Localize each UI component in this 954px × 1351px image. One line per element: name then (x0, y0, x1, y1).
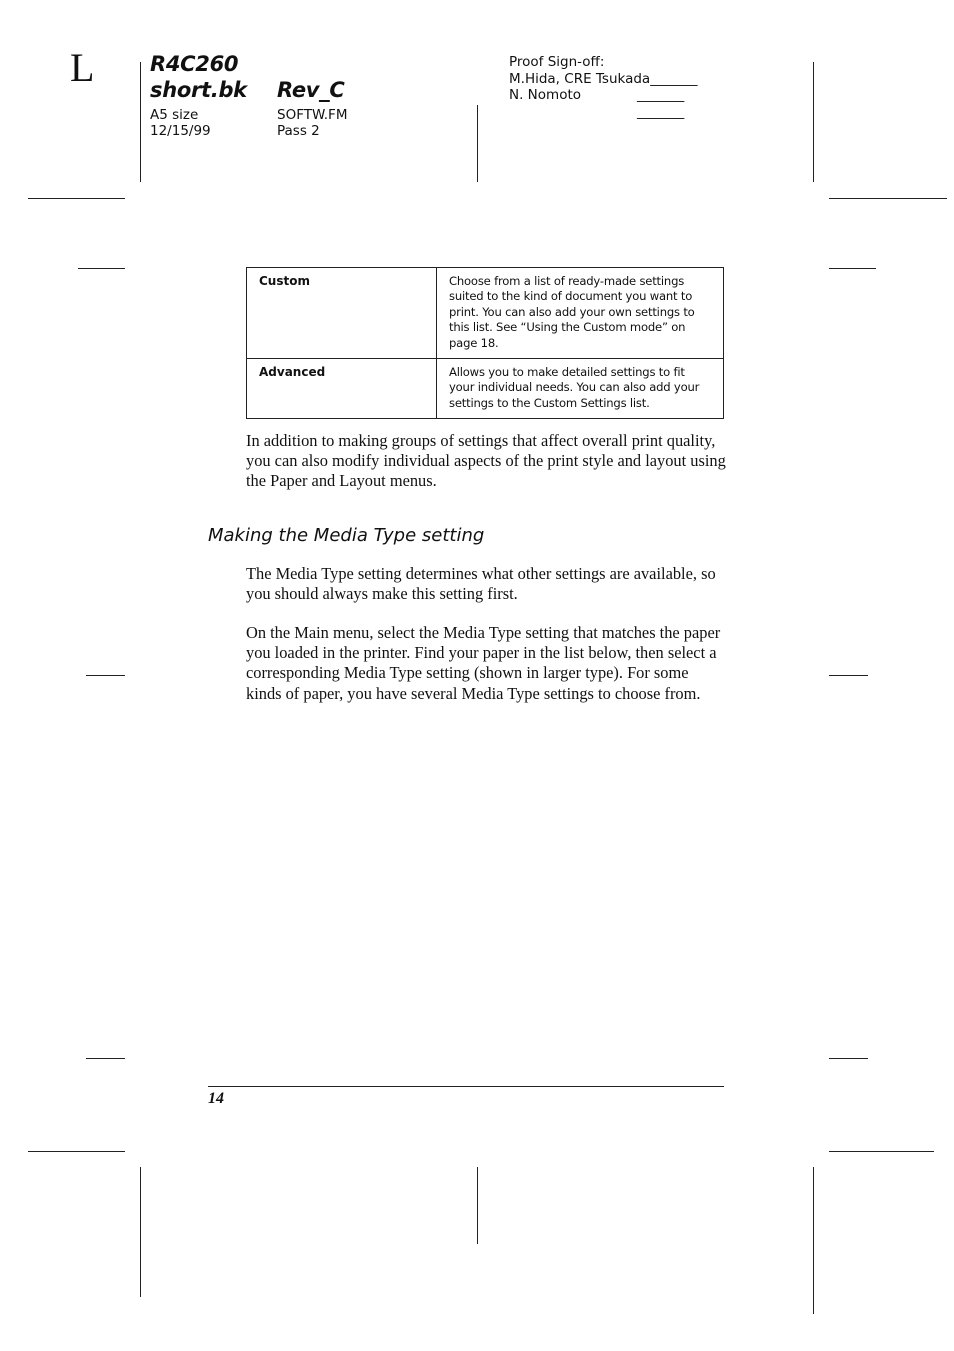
crop-mark (28, 1151, 125, 1152)
paragraph-main-menu: On the Main menu, select the Media Type setting that matches the paper you loaded in the printer. Find your paper in the list below, then select a corresponding Media Type setting (shown in larger type). For some kinds of paper, you have several Media Type settings to choose from. (246, 623, 721, 703)
page-number: 14 (208, 1090, 224, 1107)
settings-table (246, 267, 724, 419)
section-heading: Making the Media Type setting (208, 525, 485, 546)
margin-letter: L (70, 45, 95, 90)
size-label: A5 size (150, 107, 199, 123)
crop-mark (829, 1058, 868, 1059)
setting-label: Custom (247, 268, 437, 359)
book-file: short.bk (150, 78, 247, 102)
crop-mark (829, 1151, 934, 1152)
setting-description: Choose from a list of ready-made settings suited to the kind of document you want to print. You can also add your own settings to this list. See “Using the Custom mode” on page 18. (437, 268, 724, 359)
crop-mark (477, 1167, 478, 1244)
setting-description: Allows you to make detailed settings to fit your individual needs. You can also add your settings to the Custom Settings list. (437, 359, 724, 419)
crop-mark (86, 1058, 125, 1059)
proof-title: Proof Sign-off: (509, 54, 605, 70)
crop-mark (813, 1167, 814, 1314)
crop-mark (829, 675, 868, 676)
table-row (247, 268, 724, 359)
proof-line-2-name: N. Nomoto (509, 87, 582, 103)
proof-line-1: M.Hida, CRE Tsukada_______ (509, 71, 698, 87)
date: 12/15/99 (150, 123, 211, 139)
pass: Pass 2 (277, 123, 320, 139)
crop-mark (813, 62, 814, 182)
crop-mark (829, 198, 947, 199)
paragraph-media-type: The Media Type setting determines what other settings are available, so you should always make this setting first. (246, 564, 716, 604)
crop-mark (78, 268, 125, 269)
table-row (247, 359, 724, 419)
crop-mark (140, 1167, 141, 1297)
intro-paragraph: In addition to making groups of settings that affect overall print quality, you can also modify individual aspects of the print style and layout using the Paper and Layout menus. (246, 431, 726, 491)
crop-mark (477, 105, 478, 182)
proof-line-2-blank: _______ (637, 87, 685, 103)
crop-mark (28, 198, 125, 199)
book-code: R4C260 (150, 52, 239, 76)
crop-mark (86, 675, 125, 676)
crop-mark (829, 268, 876, 269)
file-name: SOFTW.FM (277, 107, 348, 123)
revision: Rev_C (277, 78, 345, 102)
crop-mark (140, 62, 141, 182)
proof-line-3-blank: _______ (637, 104, 685, 120)
footer-rule (208, 1086, 724, 1087)
setting-label: Advanced (247, 359, 437, 419)
